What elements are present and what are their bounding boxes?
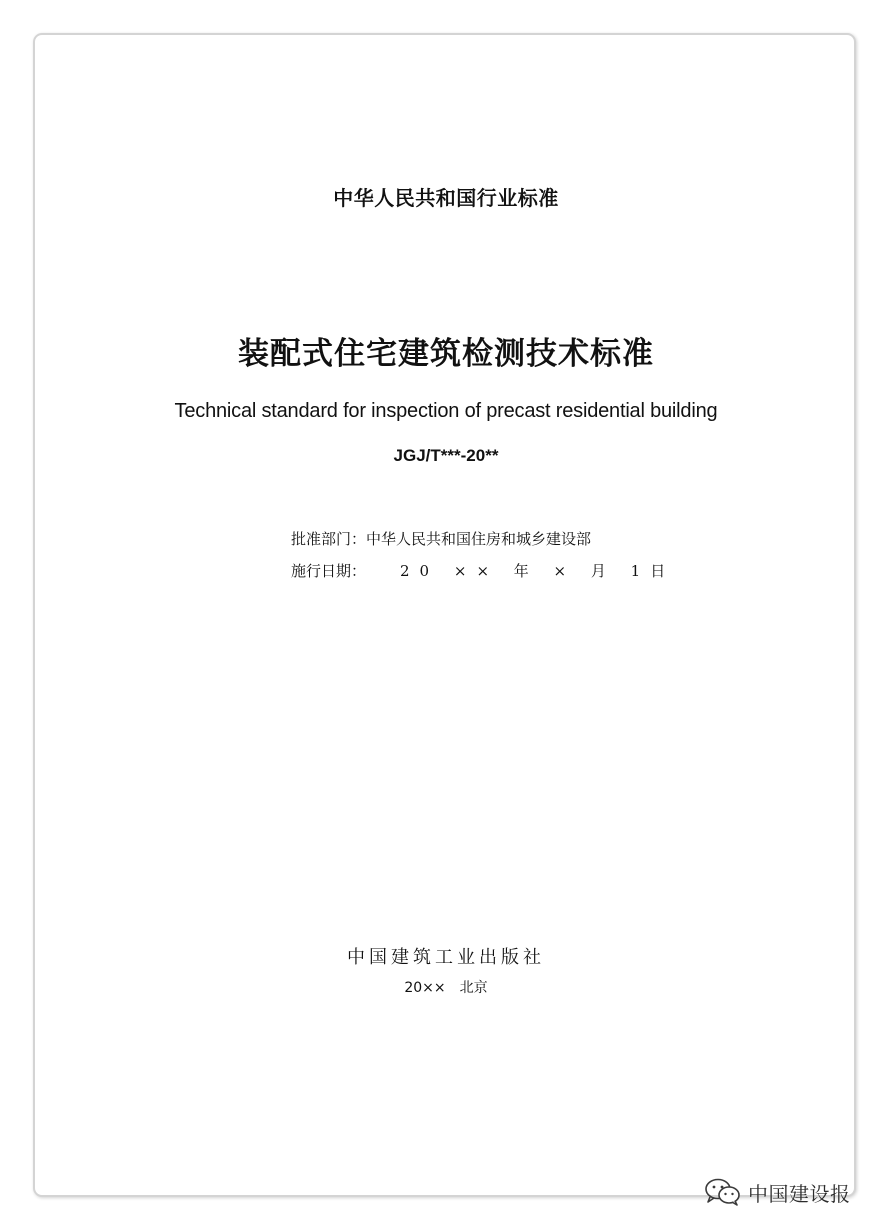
industry-standard-heading: 中华人民共和国行业标准 (333, 186, 559, 210)
wechat-icon (704, 1178, 742, 1206)
effective-label: 施行日期： (291, 562, 367, 580)
approval-label: 批准部门： (291, 530, 367, 548)
standard-code: JGJ/T***-20** (393, 446, 499, 465)
publisher-name: 中国建筑工业出版社 (347, 947, 545, 968)
document-title-en: Technical standard for inspection of precast residential building (174, 400, 718, 422)
watermark-text: 中国建设报 (748, 1181, 851, 1206)
effective-date (291, 560, 675, 581)
publish-year-place: 20×× 北京 (404, 980, 488, 996)
effective-value: 20 ×× 年 × 月 1日 (400, 562, 676, 580)
approval-value: 中华人民共和国住房和城乡建设部 (366, 530, 592, 548)
document-title-cn: 装配式住宅建筑检测技术标准 (238, 336, 654, 372)
watermark (704, 1177, 851, 1207)
approval-department (291, 528, 591, 549)
